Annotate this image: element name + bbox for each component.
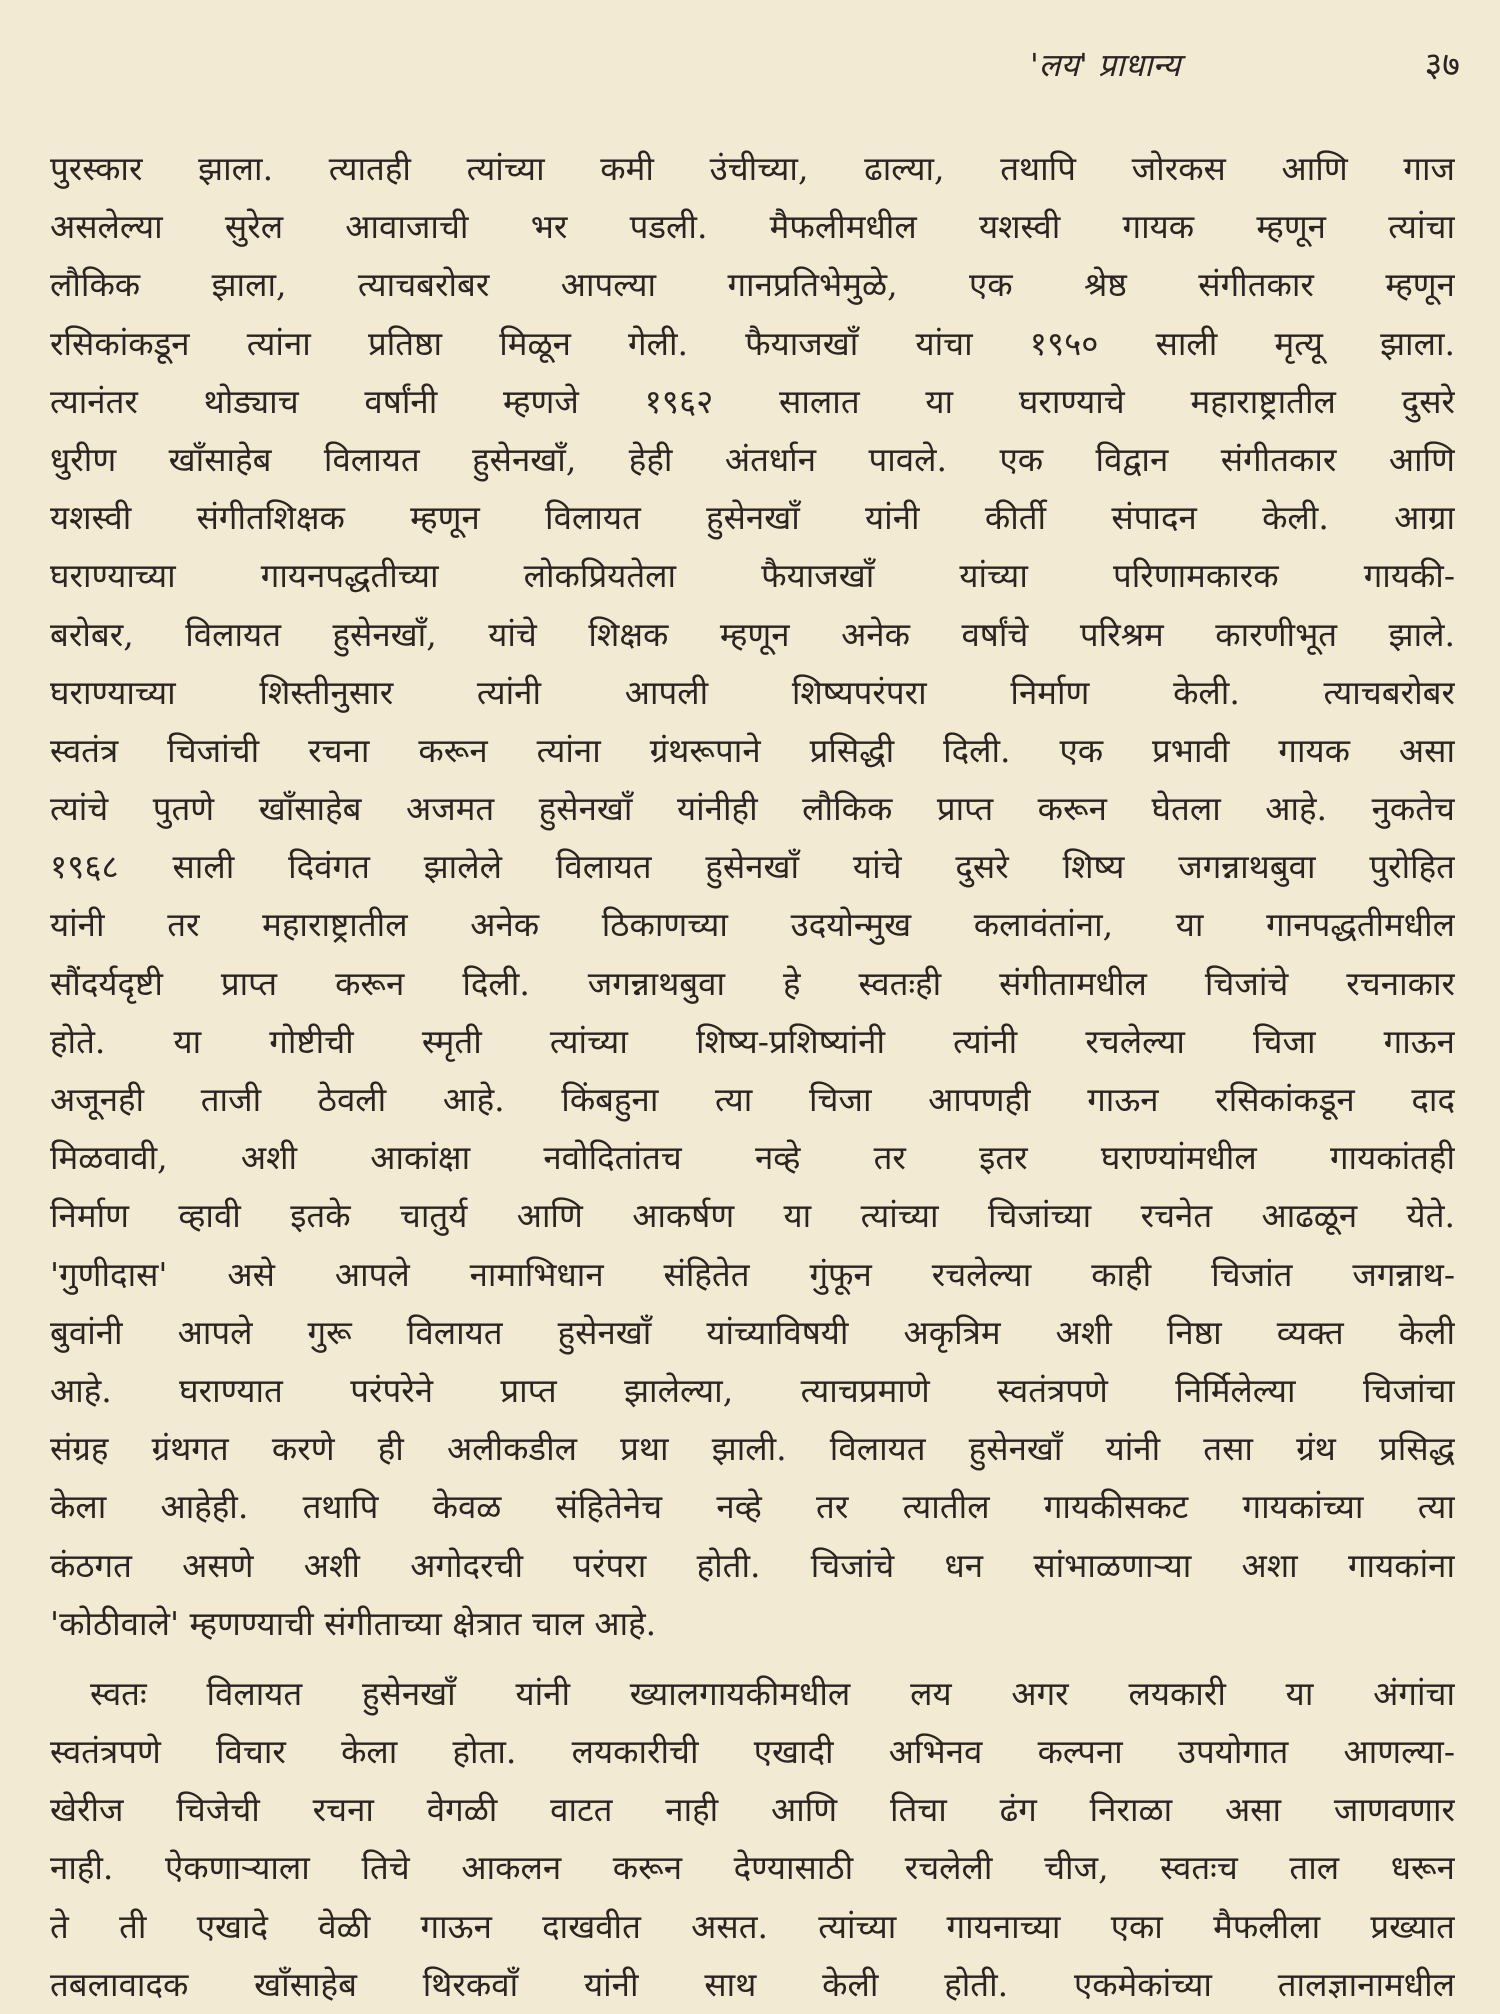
text-line: आहे. घराण्यात परंपरेने प्राप्त झालेल्या, त्याचप्रमाणे स्वतंत्रपणे निर्मिलेल्या चिजांचा — [50, 1370, 1455, 1410]
text-line: 'गुणीदास' असे आपले नामाभिधान संहितेत गुंफून रचलेल्या काही चिजांत जगन्नाथ- — [50, 1254, 1455, 1294]
text-line: पुरस्कार झाला. त्यातही त्यांच्या कमी उंचीच्या, ढाल्या, तथापि जोरकस आणि गाज — [50, 149, 1455, 188]
text-line: धुरीण खाँसाहेब विलायत हुसेनखाँ, हेही अंतर्धान पावले. एक विद्वान संगीतकार आणि — [50, 439, 1455, 479]
text-line: स्वतः विलायत हुसेनखाँ यांनी ख्यालगायकीमधील लय अगर लयकारी या अंगांचा — [90, 1673, 1455, 1713]
text-line: यांनी तर महाराष्ट्रातील अनेक ठिकाणच्या उदयोन्मुख कलावंतांना, या गानपद्धतीमधील — [50, 905, 1455, 945]
page-header — [1030, 40, 1460, 86]
body-text — [50, 140, 1455, 2014]
text-line: त्यांचे पुतणे खाँसाहेब अजमत हुसेनखाँ यांनीही लौकिक प्राप्त करून घेतला आहे. नुकतेच — [50, 789, 1455, 829]
text-line: स्वतंत्र चिजांची रचना करून त्यांना ग्रंथरूपाने प्रसिद्धी दिली. एक प्रभावी गायक असा — [50, 730, 1455, 770]
text-line: घराण्याच्या गायनपद्धतीच्या लोकप्रियतेला फैयाजखाँ यांच्या परिणामकारक गायकी- — [50, 556, 1455, 596]
running-title: 'लय' प्राधान्य — [1030, 46, 1181, 84]
text-line: निर्माण व्हावी इतके चातुर्य आणि आकर्षण या त्यांच्या चिजांच्या रचनेत आढळून येते. — [50, 1196, 1455, 1236]
text-line: संग्रह ग्रंथगत करणे ही अलीकडील प्रथा झाली. विलायत हुसेनखाँ यांनी तसा ग्रंथ प्रसिद्ध — [50, 1429, 1455, 1469]
page-number: ३७ — [1424, 45, 1460, 85]
text-line: सौंदर्यदृष्टी प्राप्त करून दिली. जगन्नाथबुवा हे स्वतःही संगीतामधील चिजांचे रचनाकार — [50, 963, 1455, 1003]
text-line: यशस्वी संगीतशिक्षक म्हणून विलायत हुसेनखाँ यांनी कीर्ती संपादन केली. आग्रा — [50, 498, 1455, 538]
text-line: नाही. ऐकणाऱ्याला तिचे आकलन करून देण्यासाठी रचलेली चीज, स्वतःच ताल धरून — [50, 1848, 1455, 1888]
text-line: स्वतंत्रपणे विचार केला होता. लयकारीची एखादी अभिनव कल्पना उपयोगात आणल्या- — [50, 1732, 1455, 1772]
text-line: कंठगत असणे अशी अगोदरची परंपरा होती. चिजांचे धन सांभाळणाऱ्या अशा गायकांना — [50, 1545, 1455, 1585]
text-line: अजूनही ताजी ठेवली आहे. किंबहुना त्या चिजा आपणही गाऊन रसिकांकडून दाद — [50, 1080, 1455, 1119]
text-line: 'कोठीवाले' म्हणण्याची संगीताच्या क्षेत्रात चाल आहे. — [50, 1603, 657, 1643]
text-line: तबलावादक खाँसाहेब थिरकवाँ यांनी साथ केली होती. एकमेकांच्या तालज्ञानामधील — [50, 1964, 1455, 2004]
text-line: होते. या गोष्टीची स्मृती त्यांच्या शिष्य-प्रशिष्यांनी त्यांनी रचलेल्या चिजा गाऊन — [50, 1021, 1455, 1061]
paragraph — [50, 140, 1455, 1653]
text-line: खेरीज चिजेची रचना वेगळी वाटत नाही आणि तिचा ढंग निराळा असा जाणवणार — [50, 1790, 1455, 1830]
text-line: केला आहेही. तथापि केवळ संहितेनेच नव्हे तर त्यातील गायकीसकट गायकांच्या त्या — [50, 1487, 1455, 1527]
text-line: घराण्याच्या शिस्तीनुसार त्यांनी आपली शिष्यपरंपरा निर्माण केली. त्याचबरोबर — [50, 672, 1455, 712]
text-line: मिळवावी, अशी आकांक्षा नवोदितांतच नव्हे तर इतर घराण्यांमधील गायकांतही — [50, 1138, 1455, 1178]
text-line: रसिकांकडून त्यांना प्रतिष्ठा मिळून गेली. फैयाजखाँ यांचा १९५० साली मृत्यू झाला. — [50, 323, 1455, 363]
paragraph — [50, 1665, 1455, 2014]
text-line: त्यानंतर थोड्याच वर्षांनी म्हणजे १९६२ सालात या घराण्याचे महाराष्ट्रातील दुसरे — [50, 381, 1455, 421]
text-line: असलेल्या सुरेल आवाजाची भर पडली. मैफलीमधील यशस्वी गायक म्हणून त्यांचा — [50, 207, 1455, 247]
text-line: लौकिक झाला, त्याचबरोबर आपल्या गानप्रतिभेमुळे, एक श्रेष्ठ संगीतकार म्हणून — [50, 265, 1455, 305]
text-line: १९६८ साली दिवंगत झालेले विलायत हुसेनखाँ यांचे दुसरे शिष्य जगन्नाथबुवा पुरोहित — [50, 847, 1455, 887]
paragraph-gap — [50, 1653, 1455, 1665]
text-line: ते ती एखादे वेळी गाऊन दाखवीत असत. त्यांच्या गायनाच्या एका मैफलीला प्रख्यात — [50, 1906, 1455, 1946]
text-line: बुवांनी आपले गुरू विलायत हुसेनखाँ यांच्याविषयी अकृत्रिम अशी निष्ठा व्यक्त केली — [50, 1312, 1455, 1352]
text-line: बरोबर, विलायत हुसेनखाँ, यांचे शिक्षक म्हणून अनेक वर्षांचे परिश्रम कारणीभूत झाले. — [50, 614, 1455, 654]
